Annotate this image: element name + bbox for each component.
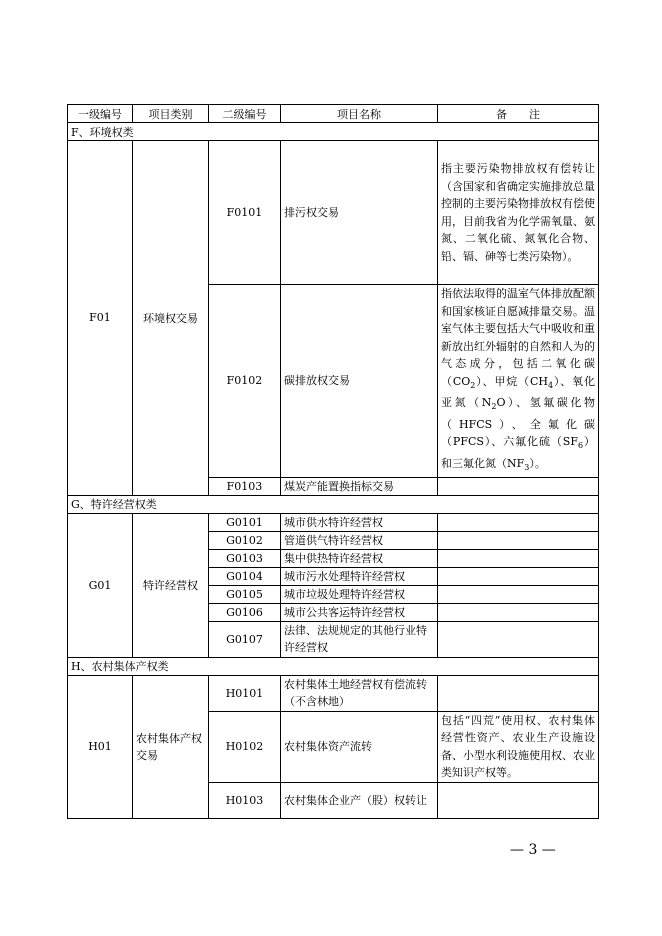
- item-name: 煤炭产能置换指标交易: [281, 477, 438, 495]
- remark: [438, 603, 599, 621]
- remark: [438, 621, 599, 657]
- property-rights-table: [67, 104, 599, 819]
- level1-code-f01: F01: [68, 141, 133, 496]
- level2-code: H0102: [209, 711, 281, 782]
- level2-code: G0101: [209, 513, 281, 531]
- level2-code: G0106: [209, 603, 281, 621]
- table-row: [68, 513, 599, 531]
- remark: [438, 567, 599, 585]
- level2-code: G0103: [209, 549, 281, 567]
- category-f-label: F、环境权类: [68, 123, 599, 141]
- category-f01: 环境权交易: [133, 141, 209, 496]
- item-name: 管道供气特许经营权: [281, 531, 438, 549]
- page-number: — 3 —: [510, 842, 556, 858]
- header-remarks: 备 注: [438, 105, 599, 123]
- category-h-label: H、农村集体产权类: [68, 657, 599, 675]
- level2-code: H0101: [209, 675, 281, 711]
- item-name: 集中供热特许经营权: [281, 549, 438, 567]
- level2-code: F0102: [209, 285, 281, 478]
- item-name: 城市污水处理特许经营权: [281, 567, 438, 585]
- remark: [438, 782, 599, 818]
- remark: [438, 585, 599, 603]
- table-row: [68, 141, 599, 285]
- item-name: 农村集体企业产（股）权转让: [281, 782, 438, 818]
- item-name: 碳排放权交易: [281, 285, 438, 478]
- level2-code: G0102: [209, 531, 281, 549]
- remark: [438, 513, 599, 531]
- table-header-row: [68, 105, 599, 123]
- category-row-g: [68, 495, 599, 513]
- category-h01: 农村集体产权交易: [133, 675, 209, 818]
- remark: [438, 477, 599, 495]
- header-item-name: 项目名称: [281, 105, 438, 123]
- item-name: 法律、法规规定的其他行业特许经营权: [281, 621, 438, 657]
- level1-code-h01: H01: [68, 675, 133, 818]
- category-g-label: G、特许经营权类: [68, 495, 599, 513]
- level2-code: G0107: [209, 621, 281, 657]
- category-row-f: [68, 123, 599, 141]
- header-level2-code: 二级编号: [209, 105, 281, 123]
- header-level1-code: 一级编号: [68, 105, 133, 123]
- category-row-h: [68, 657, 599, 675]
- item-name: 城市公共客运特许经营权: [281, 603, 438, 621]
- category-g01: 特许经营权: [133, 513, 209, 657]
- item-name: 农村集体资产流转: [281, 711, 438, 782]
- header-category: 项目类别: [133, 105, 209, 123]
- remark: [438, 675, 599, 711]
- remark: 指主要污染物排放权有偿转让（含国家和省确定实施排放总量控制的主要污染物排放权有偿使用，目前我省为化学需氧量、氨氮、二氧化硫、氮氧化合物、铅、镉、砷等七类污染物）。: [438, 141, 599, 285]
- remark: 包括“四荒”使用权、农村集体经营性资产、农业生产设施设备、小型水利设施使用权、农业类知识产权等。: [438, 711, 599, 782]
- level2-code: G0104: [209, 567, 281, 585]
- item-name: 农村集体土地经营权有偿流转（不含林地）: [281, 675, 438, 711]
- remark: 指依法取得的温室气体排放配额和国家核证自愿减排量交易。温室气体主要包括大气中吸收和重新放出红外辐射的自然和人为的气态成分，包括二氧化碳$(CO_2)$、甲烷$(CH_4)$、氧化亚氮$(N_2O)$、氢氟碳化物（HFCS）、全氟化碳（PFCS）、六氟化硫$(SF_6)$和三氟化氮$(NF_3)$。: [438, 285, 599, 478]
- item-name: 城市垃圾处理特许经营权: [281, 585, 438, 603]
- remark: [438, 531, 599, 549]
- item-name: 城市供水特许经营权: [281, 513, 438, 531]
- level2-code: H0103: [209, 782, 281, 818]
- remark: [438, 549, 599, 567]
- table-row: [68, 675, 599, 711]
- item-name: 排污权交易: [281, 141, 438, 285]
- level2-code: F0103: [209, 477, 281, 495]
- level2-code: F0101: [209, 141, 281, 285]
- level2-code: G0105: [209, 585, 281, 603]
- level1-code-g01: G01: [68, 513, 133, 657]
